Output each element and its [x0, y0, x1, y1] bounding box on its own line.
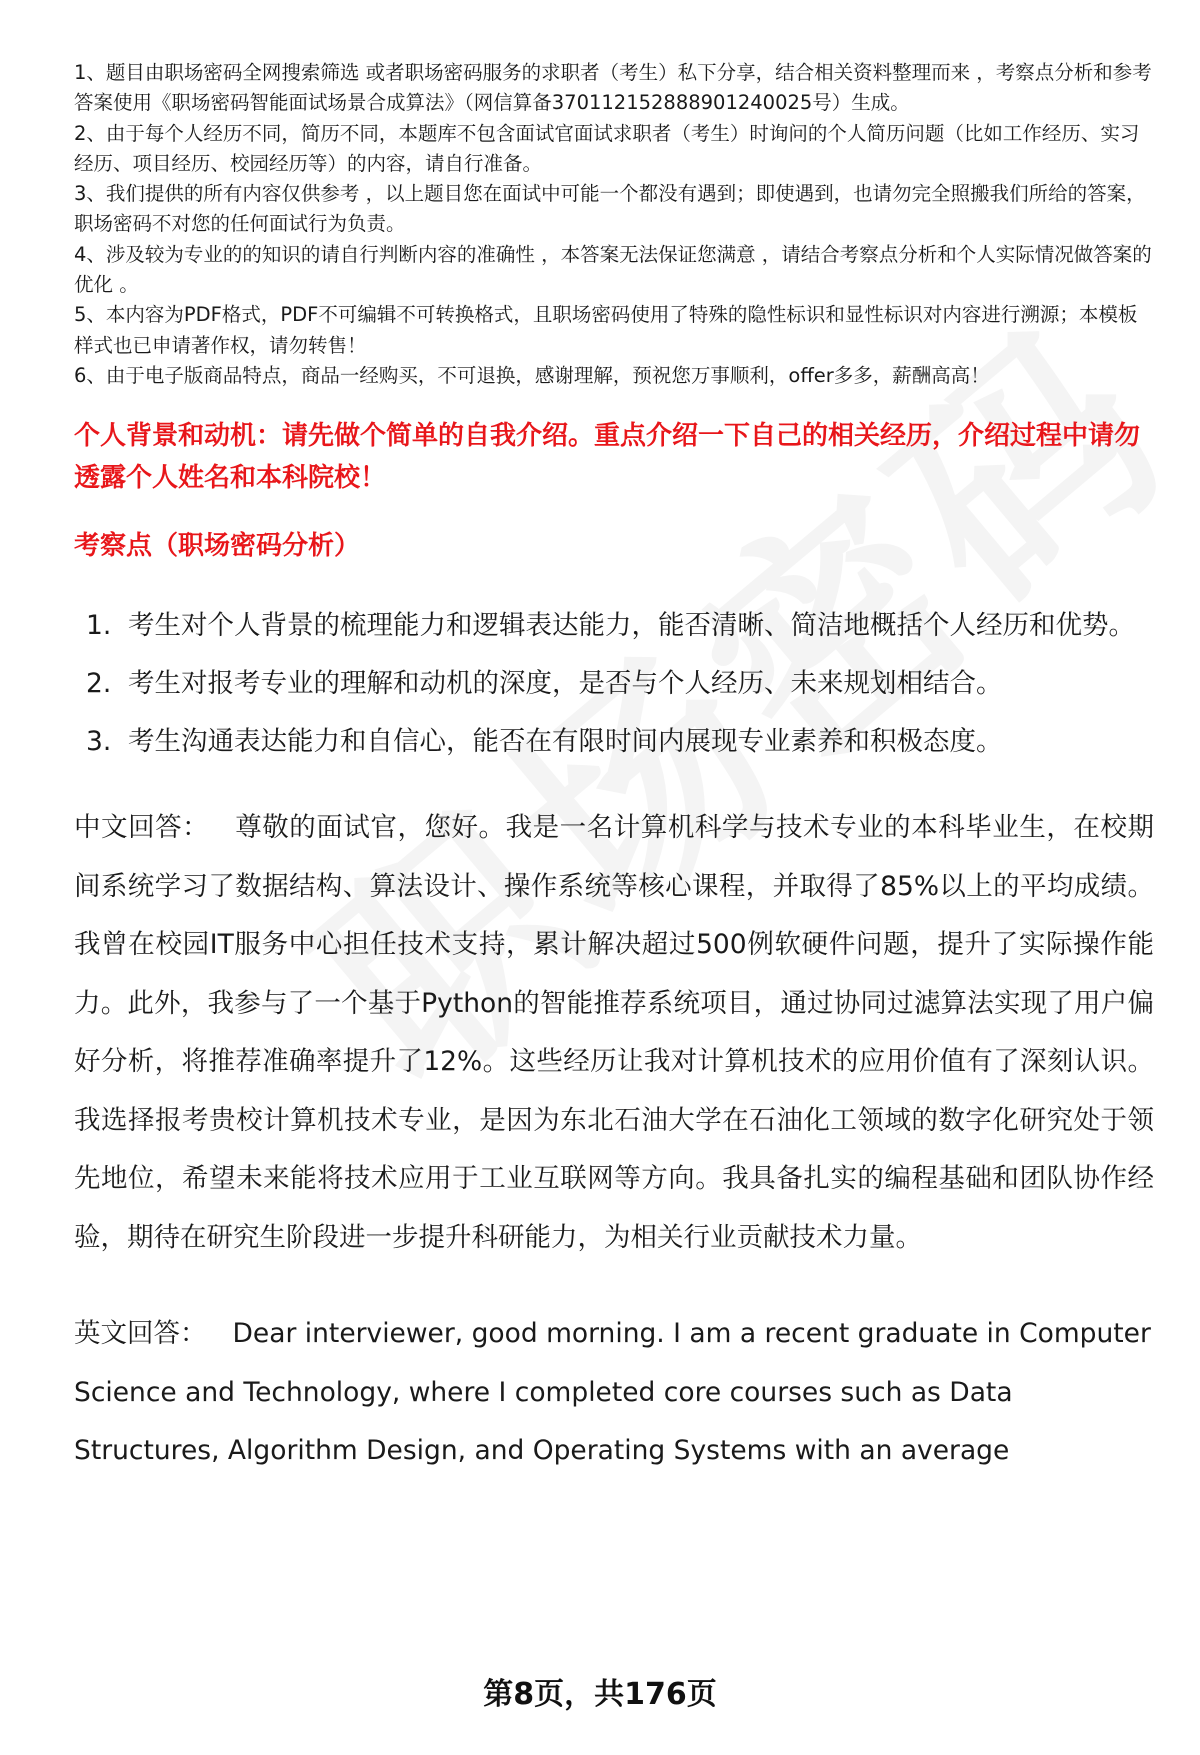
chinese-answer-text: 尊敬的面试官，您好。我是一名计算机科学与技术专业的本科毕业生，在校期间系统学习了数据结构、算法设计、操作系统等核心课程，并取得了85%以上的平均成绩。我曾在校园IT服务中心担任技术支持，累计解决超过500例软硬件问题，提升了实际操作能力。此外，我参与了一个基于Python的智能推荐系统项目，通过协同过滤算法实现了用户偏好分析，将推荐准确率提升了12%。这些经历让我对计算机技术的应用价值有了深刻认识。我选择报考贵校计算机技术专业，是因为东北石油大学在石油化工领域的数字化研究处于领先地位，希望未来能将技术应用于工业互联网等方向。我具备扎实的编程基础和团队协作经验，期待在研究生阶段进一步提升科研能力，为相关行业贡献技术力量。 [74, 812, 1155, 1253]
page-footer: 第8页，共176页 [483, 1677, 717, 1712]
chinese-answer [74, 799, 1154, 1267]
notice-item: 2、由于每个人经历不同，简历不同，本题库不包含面试官面试求职者（考生）时询问的个人简历问题（比如工作经历、实习经历、项目经历、校园经历等）的内容，请自行准备。 [74, 121, 1140, 175]
analysis-point [74, 713, 1154, 771]
notice-item: 6、由于电子版商品特点，商品一经购买，不可退换，感谢理解，预祝您万事顺利，offer多多，薪酬高高！ [74, 363, 990, 387]
analysis-points [74, 597, 1154, 771]
point-text: 考生对个人背景的梳理能力和逻辑表达能力，能否清晰、简洁地概括个人经历和优势。 [128, 610, 1135, 642]
notice-item: 3、我们提供的所有内容仅供参考 ，以上题目您在面试中可能一个都没有遇到；即使遇到，也请勿完全照搬我们所给的答案，职场密码不对您的任何面试行为负责。 [74, 182, 1146, 236]
point-number: 2. [86, 668, 112, 700]
analysis-point [74, 597, 1154, 655]
point-text: 考生沟通表达能力和自信心，能否在有限时间内展现专业素养和积极态度。 [128, 726, 1003, 758]
english-answer-text: Dear interviewer, good morning. I am a recent graduate in Computer Science and Technology, where I completed core courses such as Data Structures, Algorithm Design, and Operating Systems with an average [74, 1318, 1151, 1467]
document-page [74, 58, 1154, 1481]
analysis-title: 考察点（职场密码分析） [74, 531, 361, 562]
point-number: 1. [86, 610, 112, 642]
notice-item: 5、本内容为PDF格式，PDF不可编辑不可转换格式，且职场密码使用了特殊的隐性标识和显性标识对内容进行溯源；本模板样式也已申请著作权，请勿转售！ [74, 303, 1138, 357]
analysis-point [74, 655, 1154, 713]
point-number: 3. [86, 726, 112, 758]
notice-item: 1、题目由职场密码全网搜索筛选 或者职场密码服务的求职者（考生）私下分享，结合相关资料整理而来 ，考察点分析和参考答案使用《职场密码智能面试场景合成算法》（网信算备370112152888901240025号）生成。 [74, 61, 1152, 115]
english-answer [74, 1305, 1154, 1481]
chinese-answer-label: 中文回答： [74, 812, 210, 844]
notice-block [74, 58, 1154, 391]
point-text: 考生对报考专业的理解和动机的深度，是否与个人经历、未来规划相结合。 [128, 668, 1003, 700]
english-answer-label: 英文回答： [74, 1318, 207, 1350]
notice-item: 4、涉及较为专业的的知识的请自行判断内容的准确性 ，本答案无法保证您满意 ，请结合考察点分析和个人实际情况做答案的优化 。 [74, 242, 1152, 297]
question-heading: 个人背景和动机：请先做个简单的自我介绍。重点介绍一下自己的相关经历，介绍过程中请勿透露个人姓名和本科院校！ [74, 421, 1141, 494]
